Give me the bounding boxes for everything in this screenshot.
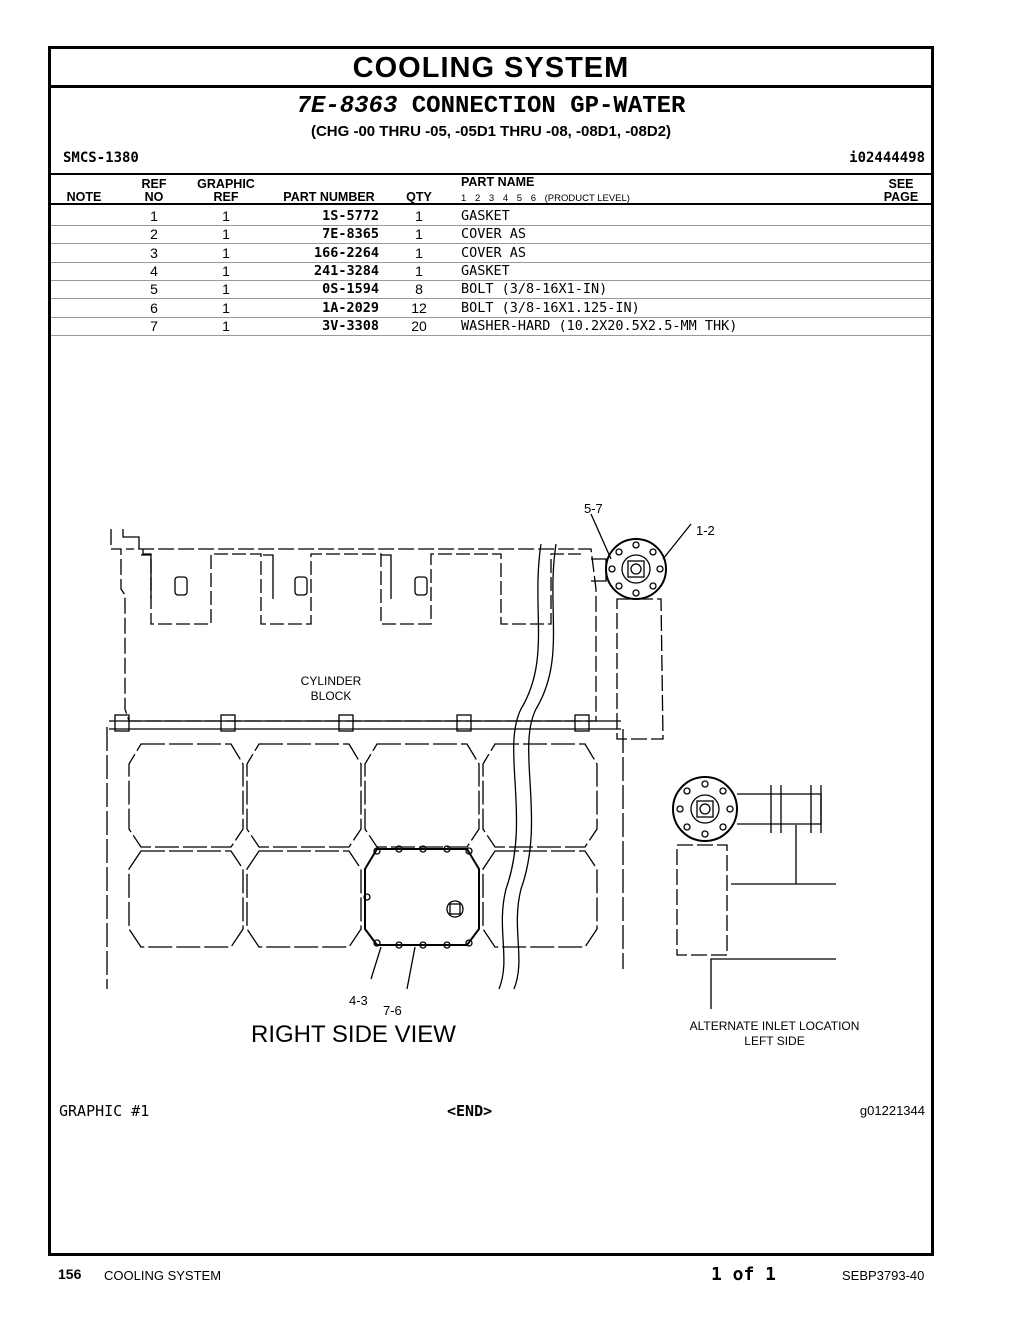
part-number-cell[interactable]: 1S-5772 <box>322 208 379 224</box>
table-row <box>51 244 931 263</box>
qty-cell: 1 <box>415 208 423 224</box>
block-bays <box>107 727 623 989</box>
part-name-cell: COVER AS <box>461 244 527 261</box>
col-part-name: PART NAME <box>461 175 535 189</box>
group-part-number[interactable]: 7E-8363 <box>296 93 398 120</box>
qty-cell: 8 <box>415 281 423 298</box>
qty-cell: 20 <box>411 317 427 334</box>
part-number-cell[interactable]: 166-2264 <box>313 244 379 261</box>
qty-cell: 12 <box>411 299 427 316</box>
callout-4-3: 4-3 <box>349 993 368 1008</box>
ref-no-cell: 6 <box>150 299 158 316</box>
ref-no-cell: 3 <box>150 244 158 261</box>
graphic-number-label: GRAPHIC #1 <box>59 1102 150 1120</box>
cylinder-block-outline <box>109 529 621 731</box>
part-number-cell[interactable]: 1A-2029 <box>322 299 379 316</box>
ref-no-cell: 2 <box>150 226 158 243</box>
part-name-cell: BOLT (3/8-16X1.125-IN) <box>461 299 640 316</box>
alternate-inlet-drawing <box>673 777 836 1009</box>
part-name-cell: WASHER-HARD (10.2X20.5X2.5-MM THK) <box>461 317 738 334</box>
group-name: CONNECTION GP-WATER <box>411 93 686 120</box>
col-graphic-ref: GRAPHIC REF <box>197 177 255 204</box>
callout-7-6: 7-6 <box>383 1003 402 1018</box>
part-number-cell[interactable]: 241-3284 <box>313 262 379 279</box>
cylinder-label-1: CYLINDER <box>300 674 362 688</box>
parts-diagram <box>51 489 931 1049</box>
part-name-cell: COVER AS <box>461 226 527 243</box>
footer-section: COOLING SYSTEM <box>104 1268 222 1283</box>
table-row <box>51 207 931 226</box>
graphic-ref-cell: 1 <box>222 226 230 243</box>
footer-document-id: SEBP3793-40 <box>842 1268 925 1283</box>
table-row <box>51 262 931 281</box>
qty-cell: 1 <box>415 262 423 279</box>
page-frame <box>48 46 934 1256</box>
graphic-ref-cell: 1 <box>222 317 230 334</box>
graphic-ref-cell: 1 <box>222 281 230 298</box>
product-levels: 1 2 3 4 5 6 (PRODUCT LEVEL) <box>461 193 630 204</box>
graphic-ref-cell: 1 <box>222 299 230 316</box>
qty-cell: 1 <box>415 226 423 243</box>
table-row <box>51 280 931 299</box>
callout-1-2: 1-2 <box>696 523 715 538</box>
ref-no-cell: 7 <box>150 317 158 334</box>
alternate-inlet-label: ALTERNATE INLET LOCATION LEFT SIDE <box>689 1019 860 1048</box>
part-number-cell[interactable]: 7E-8365 <box>322 226 379 243</box>
water-cover-side <box>364 846 479 948</box>
round-cover-top <box>591 539 666 739</box>
ref-no-cell: 5 <box>150 281 158 298</box>
graphic-ref-cell: 1 <box>222 208 230 224</box>
info-number: i02444498 <box>849 150 925 166</box>
footer-page-of: 1 of 1 <box>711 1264 777 1285</box>
part-number-cell[interactable]: 0S-1594 <box>322 281 379 298</box>
part-name-cell: GASKET <box>461 208 510 224</box>
graphic-ref-cell: 1 <box>222 244 230 261</box>
callout-5-7: 5-7 <box>584 501 603 516</box>
qty-cell: 1 <box>415 244 423 261</box>
footer-page-number: 156 <box>58 1266 82 1282</box>
right-side-view-label: RIGHT SIDE VIEW <box>251 1021 456 1048</box>
col-note: NOTE <box>66 190 102 204</box>
graphic-id: g01221344 <box>859 1103 925 1118</box>
part-name-cell: BOLT (3/8-16X1-IN) <box>461 281 608 298</box>
page-title: COOLING SYSTEM <box>51 49 931 88</box>
part-number-cell[interactable]: 3V-3308 <box>322 317 379 334</box>
col-qty: QTY <box>406 190 432 204</box>
group-title <box>51 93 931 120</box>
col-part-number: PART NUMBER <box>283 190 375 204</box>
table-row <box>51 299 931 318</box>
cylinder-label-2: BLOCK <box>310 689 352 703</box>
ref-no-cell: 4 <box>150 262 158 279</box>
ref-no-cell: 1 <box>150 208 158 224</box>
part-name-cell: GASKET <box>461 262 510 279</box>
col-ref-no: REF NO <box>141 177 167 204</box>
graphic-ref-cell: 1 <box>222 262 230 279</box>
smcs-code: SMCS-1380 <box>63 150 139 166</box>
end-marker: <END> <box>447 1102 493 1120</box>
table-row <box>51 317 931 336</box>
col-see-page: SEE PAGE <box>883 177 919 204</box>
column-header-divider <box>51 203 931 205</box>
serial-range: (CHG -00 THRU -05, -05D1 THRU -08, -08D1, -08D2) <box>310 123 672 140</box>
table-row <box>51 225 931 244</box>
